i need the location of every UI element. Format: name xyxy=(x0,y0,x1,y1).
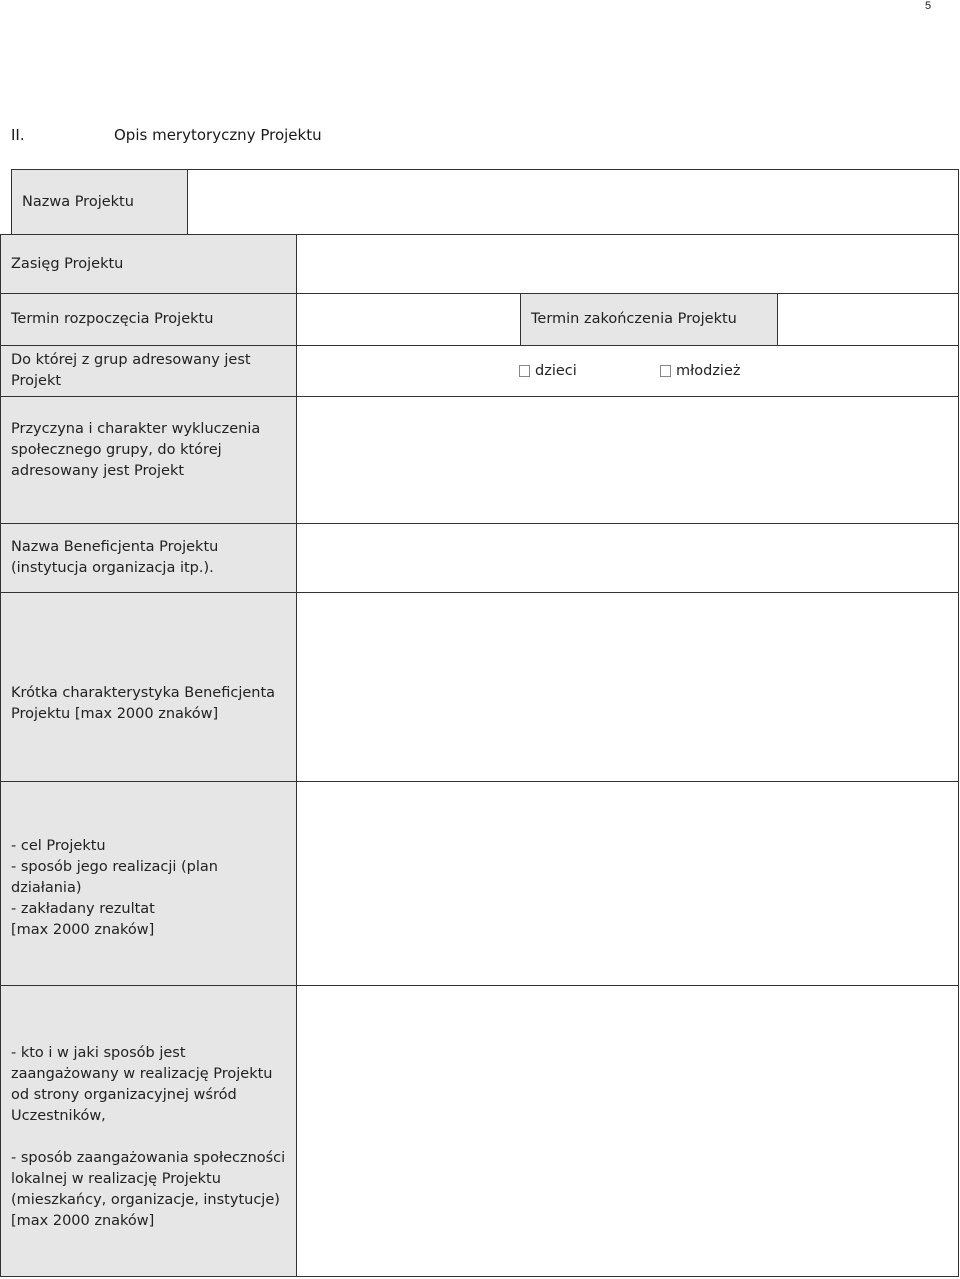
checkbox-youth[interactable] xyxy=(660,361,741,382)
project-name-field[interactable] xyxy=(187,169,959,235)
checkbox-icon[interactable] xyxy=(660,365,671,377)
beneficiary-characteristics-label: Krótka charakterystyka Beneficjenta Projektu [max 2000 znaków] xyxy=(0,592,297,782)
end-date-label: Termin zakończenia Projektu xyxy=(520,293,778,346)
start-date-field[interactable] xyxy=(296,293,521,346)
page-number: 5 xyxy=(924,0,932,12)
project-goals-field[interactable] xyxy=(296,781,959,986)
section-title: Opis merytoryczny Projektu xyxy=(114,126,322,144)
scope-label: Zasięg Projektu xyxy=(0,234,297,294)
target-group-field xyxy=(296,345,959,397)
beneficiary-characteristics-field[interactable] xyxy=(296,592,959,782)
involvement-label: - kto i w jaki sposób jest zaangażowany w realizację Projektu od strony organizacyjnej wśród Uczestników, - sposób zaangażowania społeczności lokalnej w realizację Projektu (mieszkańcy, organizacje, instytucje) [max 2000 znaków] xyxy=(0,985,297,1277)
checkbox-youth-label: młodzież xyxy=(676,362,741,379)
involvement-field[interactable] xyxy=(296,985,959,1277)
target-group-label: Do której z grup adresowany jest Projekt xyxy=(0,345,297,397)
checkbox-children[interactable] xyxy=(519,361,660,382)
beneficiary-name-label: Nazwa Beneficjenta Projektu (instytucja organizacja itp.). xyxy=(0,523,297,593)
beneficiary-name-field[interactable] xyxy=(296,523,959,593)
checkbox-icon[interactable] xyxy=(519,365,530,377)
project-goals-label: - cel Projektu - sposób jego realizacji (plan działania) - zakładany rezultat [max 2000 znaków] xyxy=(0,781,297,986)
checkbox-children-label: dzieci xyxy=(535,362,577,379)
end-date-field[interactable] xyxy=(777,293,959,346)
project-name-label: Nazwa Projektu xyxy=(11,169,188,235)
section-number: II. xyxy=(11,126,25,144)
scope-field[interactable] xyxy=(296,234,959,294)
exclusion-field[interactable] xyxy=(296,396,959,524)
exclusion-label: Przyczyna i charakter wykluczenia społecznego grupy, do której adresowany jest Projekt xyxy=(0,396,297,524)
start-date-label: Termin rozpoczęcia Projektu xyxy=(0,293,297,346)
